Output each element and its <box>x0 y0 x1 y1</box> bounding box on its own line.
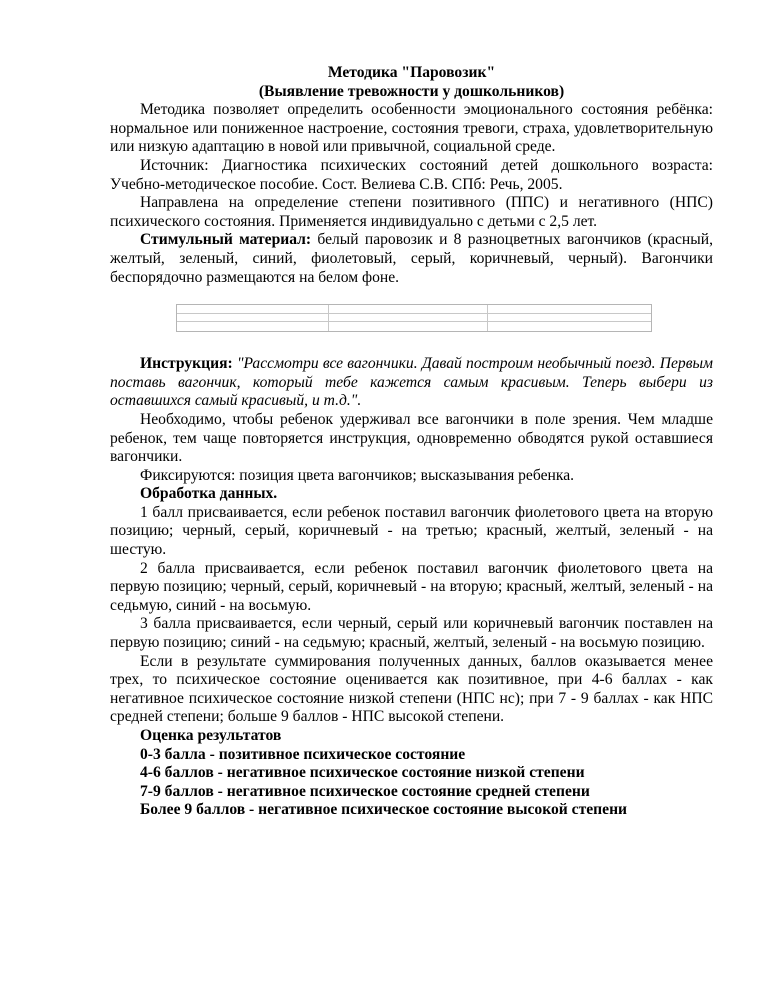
result-item: Более 9 баллов - негативное психическое состояние высокой степени <box>140 801 628 819</box>
table-cell <box>329 305 488 314</box>
document-subtitle: (Выявление тревожности у дошкольников) <box>258 82 565 100</box>
source-paragraph: Источник: Диагностика психических состояний детей дошкольного возраста: Учебно-методическое пособие. Сост. Велиева С.В. СПб: Речь, 2005. <box>110 156 713 193</box>
table-cell <box>488 314 651 323</box>
document-page <box>110 64 713 820</box>
instruction-text: "Рассмотри все вагончики. Давай построим необычный поезд. Первым поставь вагончик, который тебе кажется самым красивым. Теперь выбери из оставшихся самый красивый, и т.д.". <box>110 355 713 410</box>
result-item: 7-9 баллов - негативное психическое состояние средней степени <box>140 782 590 800</box>
table-cell <box>329 314 488 323</box>
results-heading: Оценка результатов <box>140 727 282 744</box>
fixed-paragraph: Фиксируются: позиция цвета вагончиков; высказывания ребенка. <box>140 466 575 484</box>
stimulus-text: белый паровозик и 8 разноцветных вагончиков (красный, желтый, зеленый, синий, фиолетовый, серый, коричневый, черный). Вагончики беспорядочно размещаются на белом фоне. <box>110 231 713 286</box>
direction-paragraph: Направлена на определение степени позитивного (ППС) и негативного (НПС) психического состояния. Применяется индивидуально с детьми с 2,5 лет. <box>110 194 713 230</box>
stimulus-paragraph <box>110 231 713 287</box>
instruction-label: Инструкция: <box>140 355 233 373</box>
score-2-paragraph: 2 балла присваивается, если ребенок поставил вагончик фиолетового цвета на первую позицию; черный, серый, коричневый - на вторую; красный, желтый, зеленый - на седьмую, синий - на восьмую. <box>110 559 713 614</box>
table-cell <box>488 322 651 331</box>
intro-paragraph: Методика позволяет определить особенности эмоционального состояния ребёнка: нормальное или пониженное настроение, состояния тревоги, страха, удовлетворительную или низкую адаптацию в новой или привычной, социальной среде. <box>110 101 713 156</box>
table-cell <box>488 305 651 314</box>
document-title: Методика "Паровозик" <box>327 64 496 81</box>
instruction-paragraph <box>110 355 713 411</box>
results-list <box>110 727 713 820</box>
score-1-paragraph: 1 балл присваивается, если ребенок поставил вагончик фиолетового цвета на вторую позицию; черный, серый, коричневый - на третью; красный, желтый, зеленый - на шестую. <box>110 503 713 559</box>
processing-heading: Обработка данных. <box>140 485 278 503</box>
necessary-paragraph: Необходимо, чтобы ребенок удерживал все вагончики в поле зрения. Чем младше ребенок, тем чаще повторяется инструкция, одновременно обводятся рукой оставшиеся вагончики. <box>110 410 713 466</box>
empty-table <box>176 304 652 332</box>
table-cell <box>177 305 329 314</box>
stimulus-label: Стимульный материал: <box>140 231 312 249</box>
summary-paragraph: Если в результате суммирования полученных данных, баллов оказывается менее трех, то психическое состояние оценивается как позитивное, при 4-6 баллах - как негативное психическое состояние низкой степени (НПС нс); при 7 - 9 баллах - как НПС средней степени; больше 9 баллов - НПС высокой степени. <box>110 652 713 726</box>
table-cell <box>177 314 329 323</box>
result-item: 4-6 баллов - негативное психическое состояние низкой степени <box>140 764 585 782</box>
result-item: 0-3 балла - позитивное психическое состояние <box>140 745 466 763</box>
table-cell <box>177 322 329 331</box>
table-cell <box>329 322 488 331</box>
score-3-paragraph: 3 балла присваивается, если черный, серый или коричневый вагончик поставлен на первую позицию; синий - на седьмую; красный, желтый, зеленый - на восьмую позицию. <box>110 615 713 652</box>
